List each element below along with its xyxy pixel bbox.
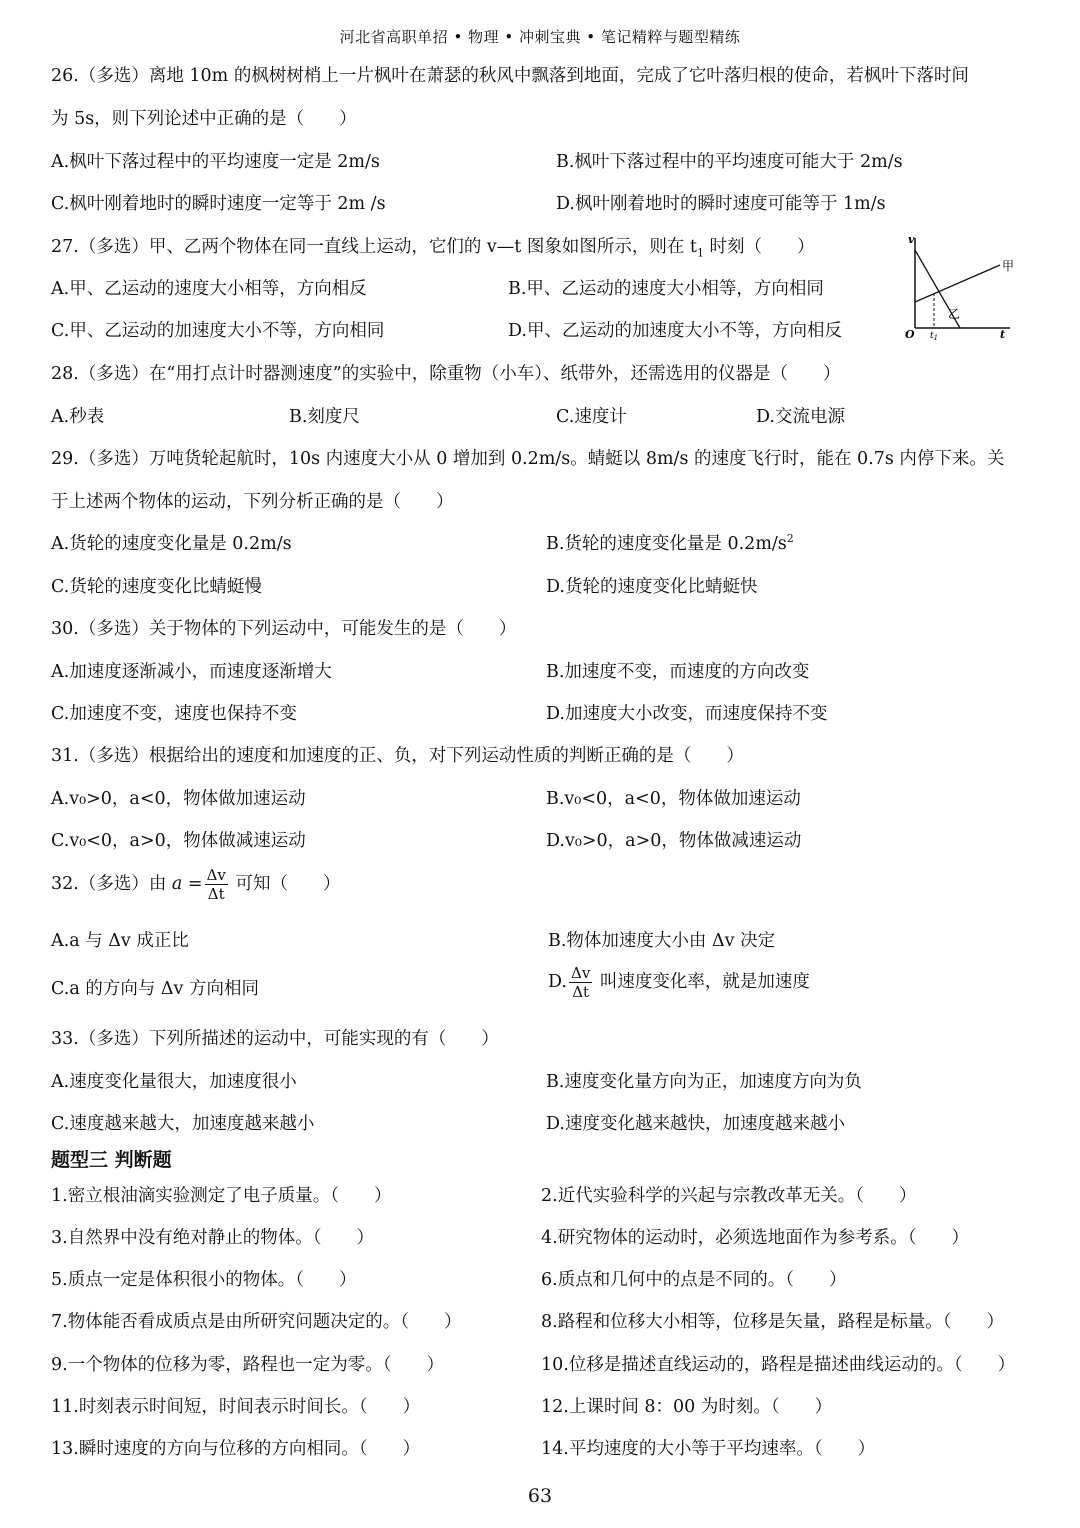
yi-label: 乙: [948, 307, 961, 321]
judge-item: 10.位移是描述直线运动的，路程是描述曲线运动的。（ ）: [541, 1355, 1016, 1375]
q27-option-a: A.甲、乙运动的速度大小相等，方向相反: [51, 279, 367, 299]
judge-item: 8.路程和位移大小相等，位移是矢量，路程是标量。（ ）: [541, 1312, 1004, 1332]
v-label: v: [908, 233, 915, 246]
q27-option-d: D.甲、乙运动的加速度大小不等，方向相反: [508, 321, 842, 341]
q33-option-a: A.速度变化量很大，加速度很小: [51, 1072, 297, 1092]
q32-d-fraction: $\frac{\Delta v}{\Delta t}$: [570, 964, 591, 1001]
judge-item: 5.质点一定是体积很小的物体。（ ）: [51, 1270, 357, 1290]
q29-option-c: C.货轮的速度变化比蜻蜓慢: [51, 577, 262, 597]
q31-option-d: D.v₀>0，a>0，物体做减速运动: [546, 831, 802, 851]
jia-line: [915, 265, 1000, 302]
q30-stem: 30.（多选）关于物体的下列运动中，可能发生的是（ ）: [51, 619, 517, 639]
q28-option-a: A.秒表: [51, 407, 105, 427]
q26-option-b: B.枫叶下落过程中的平均速度可能大于 2m/s: [556, 152, 903, 172]
q26-option-d: D.枫叶刚着地时的瞬时速度可能等于 1m/s: [556, 194, 886, 214]
jia-label: 甲: [1002, 259, 1015, 273]
q32-option-b: B.物体加速度大小由 Δv 决定: [548, 931, 776, 951]
q28-option-b: B.刻度尺: [289, 407, 360, 427]
q32-stem: 32.（多选）由 a = $\frac{\Delta v}{\Delta t}$ 可知（ ）: [51, 866, 341, 903]
q28-option-d: D.交流电源: [756, 407, 845, 427]
judge-item: 2.近代实验科学的兴起与宗教改革无关。（ ）: [541, 1186, 917, 1206]
q33-option-d: D.速度变化越来越快，加速度越来越小: [546, 1114, 845, 1134]
q31-option-c: C.v₀<0，a>0，物体做减速运动: [51, 831, 306, 851]
judge-item: 9.一个物体的位移为零，路程也一定为零。（ ）: [51, 1355, 444, 1375]
q29-option-a: A.货轮的速度变化量是 0.2m/s: [51, 534, 292, 554]
q29-stem-line1: 29.（多选）万吨货轮起航时，10s 内速度大小从 0 增加到 0.2m/s。蜻蜓以 8m/s 的速度飞行时，能在 0.7s 内停下来。关: [51, 449, 1005, 469]
q32-option-d: D. $\frac{\Delta v}{\Delta t}$ 叫速度变化率，就是加速度: [548, 964, 810, 1001]
q30-option-c: C.加速度不变，速度也保持不变: [51, 704, 297, 724]
t1-label: $t_1$: [930, 331, 939, 342]
q27-option-c: C.甲、乙运动的加速度大小不等，方向相同: [51, 321, 385, 341]
section-heading: 题型三 判断题: [51, 1149, 172, 1171]
q31-option-b: B.v₀<0，a<0，物体做加速运动: [546, 789, 801, 809]
judge-item: 6.质点和几何中的点是不同的。（ ）: [541, 1270, 847, 1290]
q30-option-d: D.加速度大小改变，而速度保持不变: [546, 704, 828, 724]
q26-stem-line2: 为 5s，则下列论述中正确的是（ ）: [51, 109, 357, 129]
o-label: O: [905, 328, 915, 341]
q26-option-c: C.枫叶刚着地时的瞬时速度一定等于 2m /s: [51, 194, 386, 214]
q32-option-c: C.a 的方向与 Δv 方向相同: [51, 979, 259, 999]
judge-item: 11.时刻表示时间短，时间表示时间长。（ ）: [51, 1397, 421, 1417]
q31-stem: 31.（多选）根据给出的速度和加速度的正、负，对下列运动性质的判断正确的是（ ）: [51, 746, 744, 766]
q29-option-b: B.货轮的速度变化量是 $0.2m/s^2$: [546, 532, 794, 554]
q32-formula-lhs: a =: [171, 874, 203, 894]
judge-item: 12.上课时间 8：00 为时刻。（ ）: [541, 1397, 833, 1417]
q32-option-a: A.a 与 Δv 成正比: [51, 931, 189, 951]
judge-item: 4.研究物体的运动时，必须选地面作为参考系。（ ）: [541, 1228, 969, 1248]
q29-option-d: D.货轮的速度变化比蜻蜓快: [546, 577, 758, 597]
q33-option-b: B.速度变化量方向为正，加速度方向为负: [546, 1072, 862, 1092]
q26-stem-line1: 26.（多选）离地 10m 的枫树树梢上一片枫叶在萧瑟的秋风中飘落到地面，完成了它叶落归根的使命，若枫叶下落时间: [51, 66, 969, 86]
q30-option-a: A.加速度逐渐减小，而速度逐渐增大: [51, 662, 332, 682]
q27-vt-graph: [900, 230, 1020, 345]
q28-stem: 28.（多选）在“用打点计时器测速度”的实验中，除重物（小车）、纸带外，还需选用的仪器是（ ）: [51, 364, 841, 384]
judge-item: 13.瞬时速度的方向与位移的方向相同。（ ）: [51, 1439, 421, 1459]
q30-option-b: B.加速度不变，而速度的方向改变: [546, 662, 810, 682]
q27-stem: 27.（多选）甲、乙两个物体在同一直线上运动，它们的 v—t 图象如图所示，则在 $t_1$ 时刻（ ）: [51, 237, 815, 260]
q26-option-a: A.枫叶下落过程中的平均速度一定是 2m/s: [51, 152, 380, 172]
t-label: t: [1000, 328, 1006, 341]
judge-item: 3.自然界中没有绝对静止的物体。（ ）: [51, 1228, 374, 1248]
q32-fraction: $\frac{\Delta v}{\Delta t}$: [206, 866, 226, 903]
judge-item: 1.密立根油滴实验测定了电子质量。（ ）: [51, 1186, 392, 1206]
judge-item: 14.平均速度的大小等于平均速率。（ ）: [541, 1439, 876, 1459]
page-number: 63: [527, 1485, 553, 1507]
q28-option-c: C.速度计: [556, 407, 627, 427]
q29-stem-line2: 于上述两个物体的运动，下列分析正确的是（ ）: [51, 492, 454, 512]
q33-stem: 33.（多选）下列所描述的运动中，可能实现的有（ ）: [51, 1029, 499, 1049]
q27-option-b: B.甲、乙运动的速度大小相等，方向相同: [508, 279, 824, 299]
judge-item: 7.物体能否看成质点是由所研究问题决定的。（ ）: [51, 1312, 462, 1332]
page-header: 河北省高职单招 • 物理 • 冲刺宝典 • 笔记精粹与题型精练: [339, 28, 741, 46]
q33-option-c: C.速度越来越大，加速度越来越小: [51, 1114, 315, 1134]
q31-option-a: A.v₀>0，a<0，物体做加速运动: [51, 789, 306, 809]
